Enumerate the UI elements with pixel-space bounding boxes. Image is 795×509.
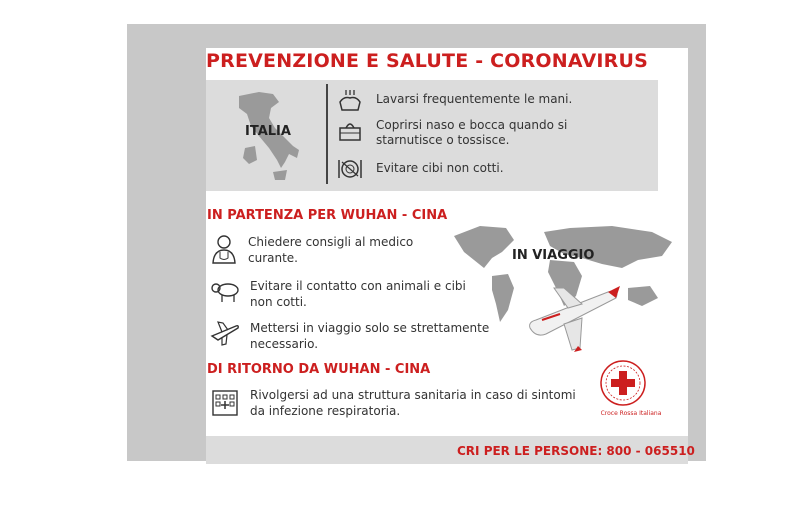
ritorno-item-1 xyxy=(210,387,580,419)
animals-icon xyxy=(210,278,240,304)
ritorno-title: DI RITORNO DA WUHAN - CINA xyxy=(207,362,431,377)
airplane-icon xyxy=(210,320,240,346)
italia-rule-3 xyxy=(336,156,504,182)
red-cross-logo xyxy=(598,358,648,408)
hotline-text[interactable]: CRI PER LE PERSONE: 800 - 065510 xyxy=(457,444,695,458)
rule-text: Coprirsi naso e bocca quando si starnutisce o tossisce. xyxy=(376,118,568,147)
divider xyxy=(326,84,328,184)
italia-label: ITALIA xyxy=(245,124,291,139)
item-text: Mettersi in viaggio solo se strettamente necessario. xyxy=(250,321,490,351)
italia-rule-1 xyxy=(336,88,572,114)
rule-text: Lavarsi frequentemente le mani. xyxy=(376,92,573,106)
viaggio-label: IN VIAGGIO xyxy=(512,248,595,263)
page-title: PREVENZIONE E SALUTE - CORONAVIRUS xyxy=(206,50,649,72)
logo-text: Croce Rossa Italiana xyxy=(600,410,662,417)
plate-cutlery-icon xyxy=(336,156,364,182)
rule-text: Evitare cibi non cotti. xyxy=(376,161,504,175)
item-text: Rivolgersi ad una struttura sanitaria in caso di sintomi da infezione respiratoria. xyxy=(250,388,576,418)
partenza-item-1 xyxy=(210,234,458,266)
doctor-icon xyxy=(210,234,238,264)
partenza-item-2 xyxy=(210,278,470,310)
hospital-icon xyxy=(210,387,240,417)
tissue-box-icon xyxy=(336,118,364,144)
italia-rule-2 xyxy=(336,118,586,148)
item-text: Evitare il contatto con animali e cibi non cotti. xyxy=(250,279,466,309)
item-text: Chiedere consigli al medico curante. xyxy=(248,235,414,265)
handwash-icon xyxy=(336,88,364,114)
partenza-title: IN PARTENZA PER WUHAN - CINA xyxy=(207,208,448,223)
airplane-illustration xyxy=(524,284,624,354)
